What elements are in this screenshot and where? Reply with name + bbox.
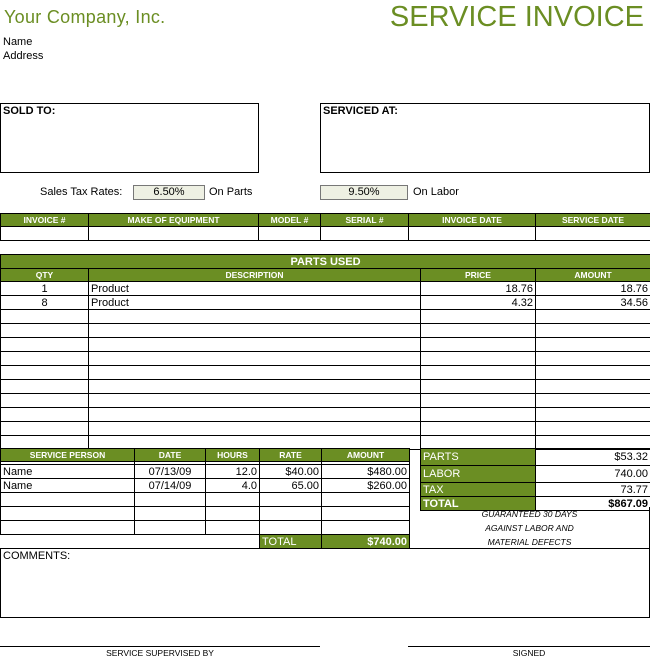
header-price: PRICE xyxy=(421,269,536,282)
header-qty: QTY xyxy=(1,269,89,282)
guarantee-line-1: GUARANTEED 30 DAYS xyxy=(481,509,578,519)
date-cell[interactable] xyxy=(135,521,206,535)
header-serial-number: SERIAL # xyxy=(321,214,409,227)
header-hours: HOURS xyxy=(206,449,260,462)
price-cell[interactable] xyxy=(421,394,536,408)
labor-total-label: TOTAL xyxy=(260,535,322,549)
summary-table xyxy=(420,448,650,511)
table-row xyxy=(1,408,650,422)
amount-cell xyxy=(536,422,650,436)
price-cell[interactable] xyxy=(421,422,536,436)
price-cell[interactable] xyxy=(421,310,536,324)
description-cell[interactable]: Product xyxy=(89,282,421,296)
table-row xyxy=(1,282,650,296)
table-row xyxy=(1,296,650,310)
guarantee-line-2: AGAINST LABOR AND xyxy=(485,523,574,533)
header-amount: AMOUNT xyxy=(536,269,650,282)
table-row xyxy=(1,507,410,521)
qty-cell[interactable] xyxy=(1,366,89,380)
labor-total-value: $740.00 xyxy=(322,535,410,549)
company-address-line: Address xyxy=(3,50,44,62)
invoice-info-table xyxy=(0,213,650,241)
rate-cell[interactable] xyxy=(260,493,322,507)
labor-spacer xyxy=(206,535,260,549)
labor-amount-cell xyxy=(322,521,410,535)
header-make-of-equipment: MAKE OF EQUIPMENT xyxy=(89,214,259,227)
labor-amount-cell: $480.00 xyxy=(322,465,410,479)
description-cell[interactable] xyxy=(89,352,421,366)
header-rate: RATE xyxy=(260,449,322,462)
amount-cell: 18.76 xyxy=(536,282,650,296)
guarantee-line-3: MATERIAL DEFECTS xyxy=(487,537,572,547)
hours-cell[interactable] xyxy=(206,521,260,535)
company-name: Your Company, Inc. xyxy=(4,7,166,27)
sold-to-label: SOLD TO: xyxy=(3,105,56,117)
qty-cell[interactable] xyxy=(1,352,89,366)
table-row xyxy=(1,479,410,493)
amount-cell xyxy=(536,324,650,338)
parts-used-table xyxy=(0,254,650,450)
amount-cell xyxy=(536,394,650,408)
table-row xyxy=(1,338,650,352)
price-cell[interactable]: 4.32 xyxy=(421,296,536,310)
table-row xyxy=(1,352,650,366)
header-service-person: SERVICE PERSON xyxy=(1,449,135,462)
date-cell[interactable] xyxy=(135,507,206,521)
description-cell[interactable] xyxy=(89,380,421,394)
header-labor-amount: AMOUNT xyxy=(322,449,410,462)
qty-cell[interactable] xyxy=(1,394,89,408)
labor-amount-cell: $260.00 xyxy=(322,479,410,493)
serviced-at-label: SERVICED AT: xyxy=(323,105,398,117)
description-cell[interactable] xyxy=(89,324,421,338)
hours-cell[interactable] xyxy=(206,507,260,521)
price-cell[interactable] xyxy=(421,380,536,394)
qty-cell[interactable] xyxy=(1,408,89,422)
date-cell[interactable]: 07/14/09 xyxy=(135,479,206,493)
date-cell[interactable] xyxy=(135,493,206,507)
service-person-cell[interactable]: Name xyxy=(1,479,135,493)
comments-label: COMMENTS: xyxy=(3,550,71,562)
qty-cell[interactable] xyxy=(1,338,89,352)
signed-label: SIGNED xyxy=(512,648,546,658)
labor-spacer xyxy=(1,535,135,549)
labor-spacer xyxy=(135,535,206,549)
table-row xyxy=(1,324,650,338)
qty-cell[interactable] xyxy=(1,422,89,436)
table-row xyxy=(1,394,650,408)
price-cell[interactable] xyxy=(421,352,536,366)
price-cell[interactable] xyxy=(421,408,536,422)
hours-cell[interactable]: 12.0 xyxy=(206,465,260,479)
model-number-cell[interactable] xyxy=(259,227,321,241)
invoice-title: SERVICE INVOICE xyxy=(389,1,644,33)
summary-total-value: $867.09 xyxy=(536,497,650,511)
description-cell[interactable] xyxy=(89,366,421,380)
labor-amount-cell xyxy=(322,507,410,521)
table-row xyxy=(1,366,650,380)
sales-tax-label: Sales Tax Rates: xyxy=(40,186,123,198)
table-row xyxy=(1,521,410,535)
rate-cell[interactable]: $40.00 xyxy=(260,465,322,479)
summary-labor-value: 740.00 xyxy=(536,466,650,483)
table-row xyxy=(1,493,410,507)
invoice-date-cell[interactable] xyxy=(409,227,536,241)
qty-cell[interactable] xyxy=(1,380,89,394)
description-cell[interactable] xyxy=(89,338,421,352)
company-name-line: Name xyxy=(3,36,33,48)
signed-signature-line[interactable] xyxy=(408,646,650,647)
invoice-number-cell[interactable] xyxy=(1,227,89,241)
table-row xyxy=(1,380,650,394)
summary-parts-label: PARTS xyxy=(421,449,536,466)
description-cell[interactable] xyxy=(89,408,421,422)
summary-labor-label: LABOR xyxy=(421,466,536,483)
header-date: DATE xyxy=(135,449,206,462)
guarantee-box xyxy=(409,507,650,549)
serviced-at-box[interactable] xyxy=(320,103,650,173)
table-row xyxy=(1,422,650,436)
supervised-signature-line[interactable] xyxy=(0,646,320,647)
supervised-by-label: SERVICE SUPERVISED BY xyxy=(106,648,214,658)
table-row xyxy=(1,465,410,479)
hours-cell[interactable] xyxy=(206,493,260,507)
description-cell[interactable] xyxy=(89,394,421,408)
qty-cell[interactable]: 1 xyxy=(1,282,89,296)
amount-cell xyxy=(536,338,650,352)
labor-tax-label: On Labor xyxy=(413,186,459,198)
amount-cell xyxy=(536,366,650,380)
labor-table xyxy=(0,448,410,549)
comments-box[interactable] xyxy=(0,548,650,618)
serial-number-cell[interactable] xyxy=(321,227,409,241)
amount-cell: 34.56 xyxy=(536,296,650,310)
header-invoice-number: INVOICE # xyxy=(1,214,89,227)
hours-cell[interactable]: 4.0 xyxy=(206,479,260,493)
amount-cell xyxy=(536,380,650,394)
rate-cell[interactable] xyxy=(260,521,322,535)
make-of-equipment-cell[interactable] xyxy=(89,227,259,241)
description-cell[interactable] xyxy=(89,422,421,436)
summary-tax-value: 73.77 xyxy=(536,483,650,497)
parts-used-title: PARTS USED xyxy=(1,255,650,269)
rate-cell[interactable]: 65.00 xyxy=(260,479,322,493)
service-date-cell[interactable] xyxy=(536,227,650,241)
header-description: DESCRIPTION xyxy=(89,269,421,282)
table-row xyxy=(1,310,650,324)
service-person-cell[interactable] xyxy=(1,493,135,507)
price-cell[interactable] xyxy=(421,366,536,380)
service-person-cell[interactable] xyxy=(1,521,135,535)
labor-tax-rate[interactable]: 9.50% xyxy=(320,185,408,200)
summary-tax-label: TAX xyxy=(421,483,536,497)
labor-amount-cell xyxy=(322,493,410,507)
amount-cell xyxy=(536,408,650,422)
price-cell[interactable] xyxy=(421,324,536,338)
parts-tax-label: On Parts xyxy=(209,186,253,198)
price-cell[interactable] xyxy=(421,338,536,352)
service-person-cell[interactable] xyxy=(1,507,135,521)
summary-parts-value: $53.32 xyxy=(536,449,650,466)
qty-cell[interactable] xyxy=(1,324,89,338)
service-person-cell[interactable]: Name xyxy=(1,465,135,479)
header-invoice-date: INVOICE DATE xyxy=(409,214,536,227)
sold-to-box[interactable] xyxy=(0,103,259,173)
price-cell[interactable]: 18.76 xyxy=(421,282,536,296)
qty-cell[interactable] xyxy=(1,310,89,324)
amount-cell xyxy=(536,352,650,366)
description-cell[interactable] xyxy=(89,310,421,324)
header-service-date: SERVICE DATE xyxy=(536,214,650,227)
description-cell[interactable]: Product xyxy=(89,296,421,310)
header-model-number: MODEL # xyxy=(259,214,321,227)
summary-total-label: TOTAL xyxy=(421,497,536,511)
parts-tax-rate[interactable]: 6.50% xyxy=(133,185,205,200)
amount-cell xyxy=(536,310,650,324)
qty-cell[interactable]: 8 xyxy=(1,296,89,310)
rate-cell[interactable] xyxy=(260,507,322,521)
date-cell[interactable]: 07/13/09 xyxy=(135,465,206,479)
